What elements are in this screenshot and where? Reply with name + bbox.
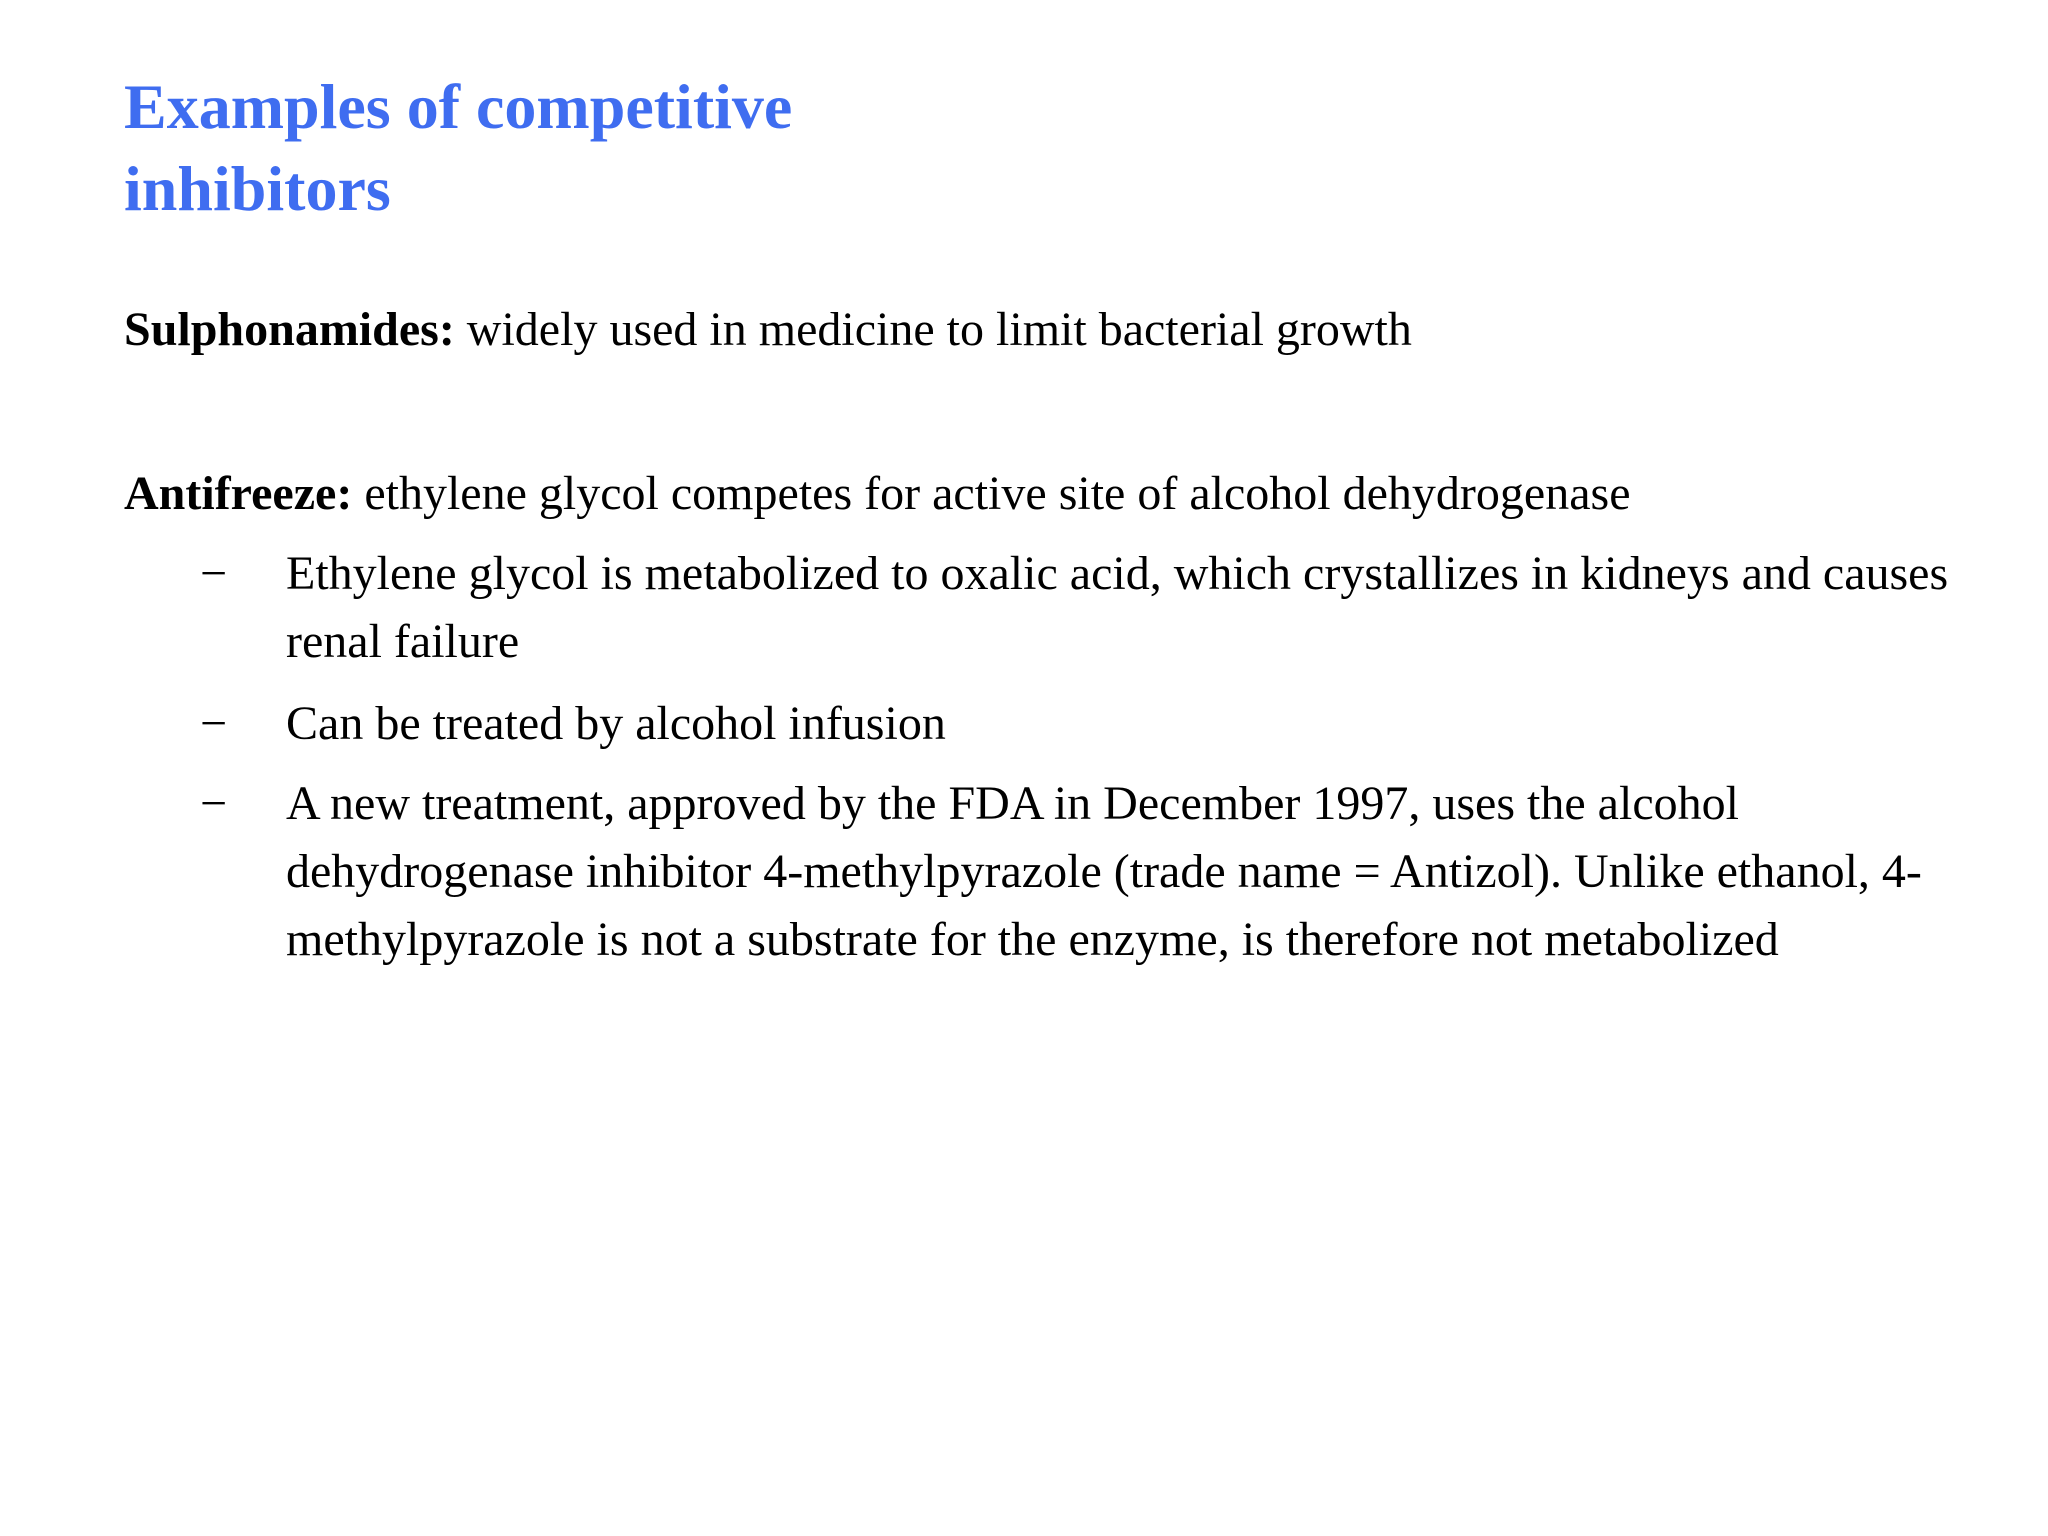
bullet-sulphonamides: [124, 300, 1412, 360]
slide-title-line-1: Examples of competitive: [124, 71, 793, 142]
slide-title: [124, 66, 1024, 230]
sub-bullet-treatment: [200, 690, 2000, 758]
bullet-text: ethylene glycol competes for active site of alcohol dehydrogenase: [352, 467, 1631, 520]
dash-marker: −: [200, 697, 228, 750]
slide-title-line-2: inhibitors: [124, 153, 391, 224]
bullet-term: Sulphonamides:: [124, 303, 455, 356]
sub-bullet-text: Can be treated by alcohol infusion: [286, 697, 946, 750]
sub-bullet-new-treatment: [200, 770, 2000, 974]
sub-bullet-text: Ethylene glycol is metabolized to oxalic acid, which crystallizes in kidneys and causes renal failure: [286, 547, 1949, 668]
dash-marker: −: [200, 777, 228, 830]
bullet-antifreeze: [124, 464, 1631, 524]
bullet-text: widely used in medicine to limit bacterial growth: [454, 303, 1412, 356]
sub-bullet-metabolism: [200, 540, 2000, 676]
dash-marker: −: [200, 547, 228, 600]
sub-bullet-text: A new treatment, approved by the FDA in December 1997, uses the alcohol dehydrogenase inhibitor 4-methylpyrazole (trade name = Antizol). Unlike ethanol, 4-methylpyrazole is not a substrate for the enzyme, is therefore not metabolized: [286, 777, 1922, 966]
bullet-term: Antifreeze:: [124, 467, 353, 520]
